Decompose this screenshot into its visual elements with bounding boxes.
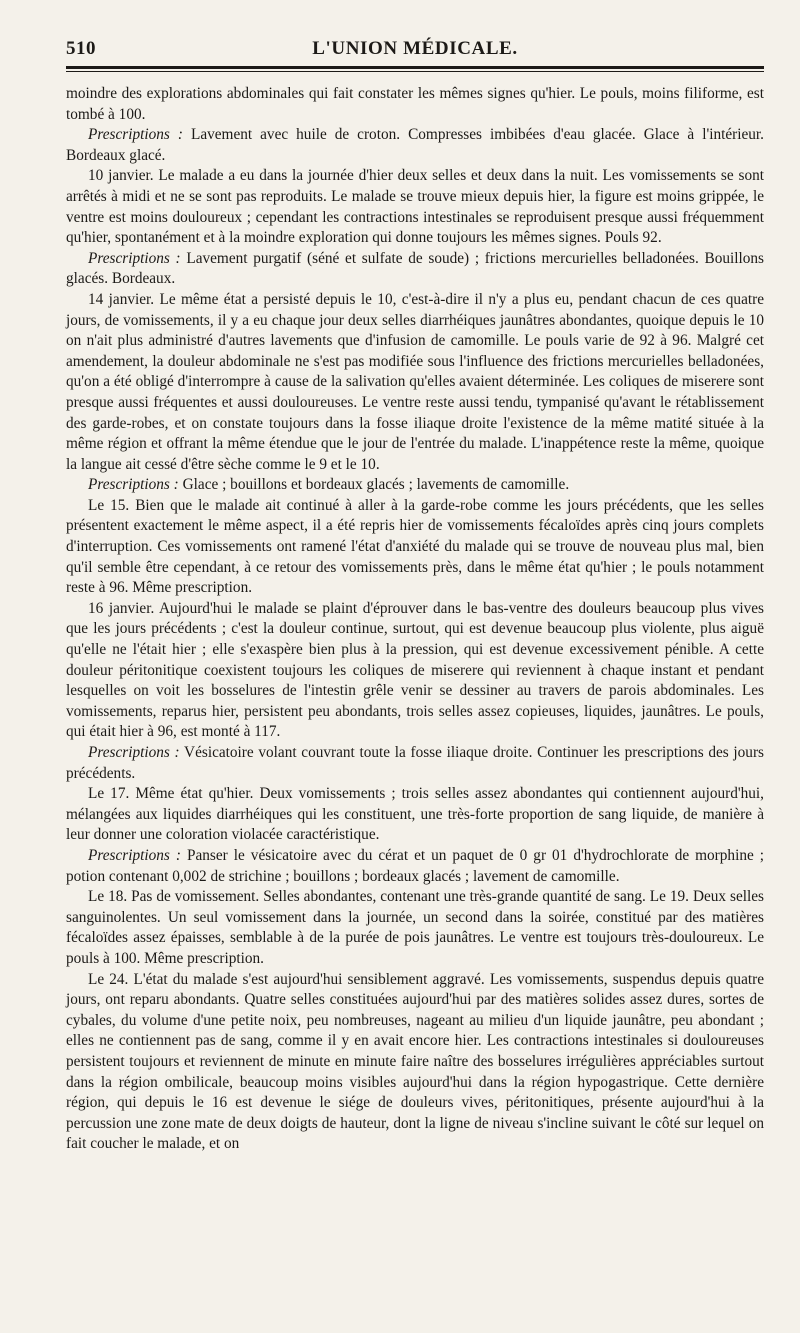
paragraph — [66, 743, 764, 784]
paragraph-text: Le 18. Pas de vomissement. Selles abondantes, contenant une très-grande quantité de sang. Le 19. Deux selles sanguinolentes. Un seul vomissement dans la journée, un second dans la soirée, constitué par des matières fécaloïdes assez épaisses, semblable à de la purée de pois jaunâtres. Le ventre est toujours très-douloureux. Le pouls à 100. Même prescription. — [66, 888, 764, 967]
paragraph — [66, 599, 764, 743]
paragraph-text: Panser le vésicatoire avec du cérat et un paquet de 0 gr 01 d'hydrochlorate de morphine ; potion contenant 0,002 de strichine ; bouillons ; bordeaux glacés ; lavement de camomille. — [66, 846, 765, 885]
paragraph-text: Le 15. Bien que le malade ait continué à aller à la garde-robe comme les jours précédents, que les selles présentent exactement le même aspect, il a été repris hier de vomissements fécaloïdes après cinq jours complets d'interruption. Ces vomissements ont ramené l'état d'anxiété du malade qui se trouve de nouveau plus mal, bien qu'il semble être cependant, à ce retour des vomissements près, dans le même état qu'hier ; le pouls notamment reste à 96. Même prescription. — [66, 496, 764, 597]
paragraph-text: Lavement avec huile de croton. Compresses imbibées d'eau glacée. Glace à l'intérieur. Bordeaux glacé. — [66, 126, 765, 164]
paragraph-text: Vésicatoire volant couvrant toute la fosse iliaque droite. Continuer les prescriptions des jours précédents. — [66, 744, 764, 782]
prescriptions-label: Prescriptions : — [88, 744, 180, 761]
paragraph-text: Le 17. Même état qu'hier. Deux vomissements ; trois selles assez abondantes qui contiennent aujourd'hui, mélangées aux liquides diarrhéiques qui les constituent, une très-forte proportion de sang liquide, de manière à leur donner une coloration violacée caractéristique. — [66, 785, 764, 844]
paragraph — [66, 249, 764, 290]
body-text — [66, 84, 764, 1155]
header-rule — [66, 66, 764, 72]
page-header — [66, 28, 764, 62]
paragraph — [66, 887, 764, 969]
paragraph — [66, 846, 764, 887]
prescriptions-label: Prescriptions : — [88, 126, 183, 144]
paragraph-text: 14 janvier. Le même état a persisté depuis le 10, c'est-à-dire il n'y a plus eu, pendant chacun de ces quatre jours, de vomissements, il y a eu chaque jour deux selles diarrhéiques jaunâtres abondantes, quoique depuis le 10 on n'ait plus administré d'autres lavements que d'infusion de camomille. Le pouls varie de 92 à 96. Malgré cet amendement, la douleur abdominale ne s'est pas modifiée sous l'influence des frictions mercurielles belladonées, qu'on a été obligé d'interrompre à cause de la salivation qu'elles avaient déterminée. Les coliques de miserere sont presque aussi fréquentes et aussi douloureuses. Le ventre reste aussi tendu, tympanisé qu'avant le rétablissement des garde-robes, et on constate toujours dans la fosse iliaque droite l'existence de la même matité située à la même région et offrant la même étendue que le jour de l'entrée du malade. L'inappétence reste la même, quoique la langue ait cessé d'être sèche comme le 9 et le 10. — [66, 290, 764, 473]
paragraph-text: moindre des explorations abdominales qui fait constater les mêmes signes qu'hier. Le pouls, moins filiforme, est tombé à 100. — [66, 85, 764, 123]
paragraph — [66, 970, 764, 1155]
prescriptions-label: Prescriptions : — [88, 249, 181, 267]
paragraph-text: Lavement purgatif (séné et sulfate de soude) ; frictions mercurielles belladonées. Bouillons glacés. Bordeaux. — [66, 249, 764, 288]
paragraph — [66, 475, 764, 496]
running-title: L'UNION MÉDICALE. — [312, 38, 518, 59]
page-number: 510 — [66, 38, 96, 59]
paragraph-text: Le 24. L'état du malade s'est aujourd'hui sensiblement aggravé. Les vomissements, suspendus depuis quatre jours, ont reparu abondants. Quatre selles constituées aujourd'hui par des matières solides assez dures, sortes de cybales, du volume d'une petite noix, peu nombreuses, nageant au milieu d'un liquide jaunâtre, peu abondant ; elles ne contiennent pas de sang, comme il y en avait encore hier. Les contractions intestinales si douloureuses persistent toujours et reviennent de minute en minute faire naître des bosselures irrégulières appréciables surtout dans la région ombilicale, beaucoup moins visibles aujourd'hui dans la région hypogastrique. Cette dernière région, qui depuis le 16 est devenue le siége de douleurs vives, péritonitiques, présente aujourd'hui à la percussion une zone mate de deux doigts de hauteur, dont la ligne de niveau s'incline suivant le côté sur lequel on fait coucher le malade, et on — [66, 970, 764, 1153]
paragraph-text: 10 janvier. Le malade a eu dans la journée d'hier deux selles et deux dans la nuit. Les vomissements se sont arrêtés à midi et ne se sont pas reproduits. Le malade se trouve mieux depuis hier, la figure est moins grippée, le ventre est moins douloureux ; cependant les contractions intestinales se reproduisent presque aussi fréquemment qu'hier, spontanément et à la moindre exploration qui donne toujours les mêmes signes. Pouls 92. — [66, 167, 764, 247]
paragraph — [66, 166, 764, 248]
paragraph-text: 16 janvier. Aujourd'hui le malade se plaint d'éprouver dans le bas-ventre des douleurs beaucoup plus vives que les jours précédents ; c'est la douleur continue, surtout, qui est devenue beaucoup plus violente, plus aiguë qu'elle ne l'était hier ; elle s'exaspère bien plus à la pression, qui est devenue excessivement pénible. A cette douleur péritonitique coexistent toujours les coliques de miserere qui reviennent à chaque instant et pendant lesquelles on voit les bosselures de l'intestin grêle venir se dessiner au travers de parois abdominales. Les vomissements, reparus hier, persistent peu abondants, trois selles assez copieuses, liquides, jaunâtres. Le pouls, qui était hier à 96, est monté à 117. — [66, 599, 764, 741]
prescriptions-label: Prescriptions : — [88, 476, 179, 494]
paragraph — [66, 84, 764, 125]
paragraph — [66, 290, 764, 475]
paragraph — [66, 125, 764, 166]
paragraph-text: Glace ; bouillons et bordeaux glacés ; lavements de camomille. — [178, 476, 570, 494]
prescriptions-label: Prescriptions : — [88, 846, 181, 864]
paragraph — [66, 784, 764, 846]
paragraph — [66, 496, 764, 599]
